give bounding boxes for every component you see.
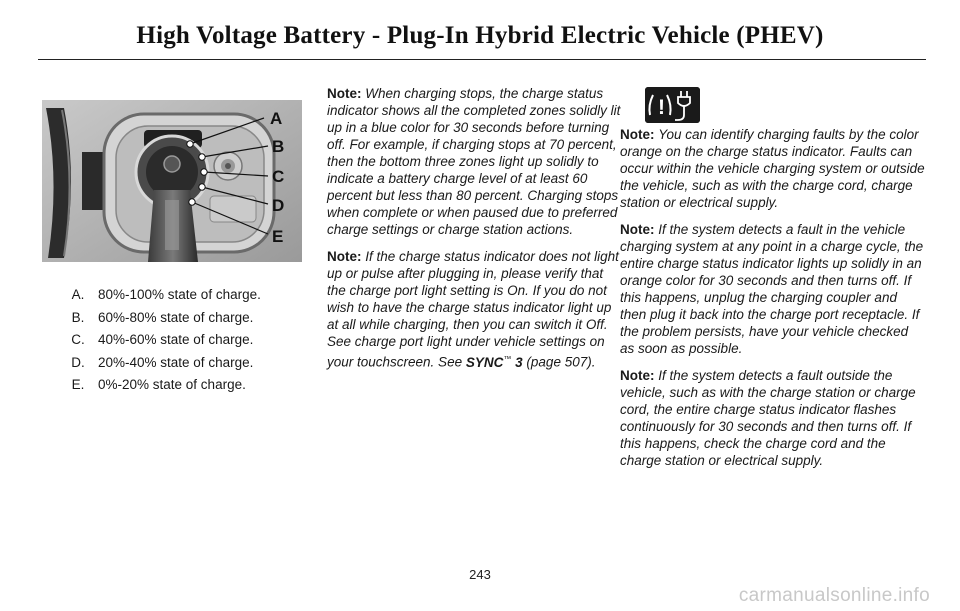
figure-legend bbox=[58, 284, 298, 397]
callout-b: B bbox=[272, 137, 285, 156]
note-text: If the system detects a fault outside the vehicle, such as with the charge station or charge cord, the entire charge status indicator flashes continuously for 30 seconds and then turns off. If this happens, check the charge cord and the charge station or electrical supply. bbox=[620, 368, 916, 468]
legend-letter: A. bbox=[71, 287, 85, 302]
note-label: Note: bbox=[620, 222, 655, 237]
legend-text: 80%-100% state of charge. bbox=[98, 287, 261, 302]
legend-item-e bbox=[58, 374, 298, 397]
legend-letter: E. bbox=[71, 377, 85, 392]
charging-fault-warning-icon bbox=[645, 87, 700, 123]
legend-letter: B. bbox=[71, 309, 85, 325]
legend-item-b bbox=[58, 307, 298, 330]
sync-reference[interactable] bbox=[466, 355, 523, 370]
note-label: Note: bbox=[327, 86, 362, 101]
legend-letter: D. bbox=[71, 354, 85, 370]
sync-name: SYNC bbox=[465, 354, 504, 370]
legend-text: 20%-40% state of charge. bbox=[98, 354, 254, 370]
note-text: When charging stops, the charge status indicator shows all the completed zones solidly lit up in a blue color for 30 seconds before turning off. For example, if charging stops at 70 percent, then the bottom three zones light up solidly to indicate a battery charge level of at least 60 percent but less than 80 percent. Charging stops when complete or when paused due to preferred charge settings or charge station actions. bbox=[327, 86, 621, 237]
watermark: carmanualsonline.info bbox=[738, 585, 930, 606]
note-label: Note: bbox=[620, 127, 655, 142]
note-label: Note: bbox=[327, 249, 362, 264]
legend-item-d bbox=[58, 352, 298, 375]
note-paragraph bbox=[620, 221, 925, 357]
note-text: You can identify charging faults by the color orange on the charge status indicator. Faults can occur within the vehicle charging system or outside the vehicle, such as with the charge cord, charge station or electrical supply. bbox=[620, 127, 925, 210]
trademark-symbol: ™ bbox=[503, 354, 512, 363]
middle-column bbox=[327, 85, 621, 381]
legend-text: 0%-20% state of charge. bbox=[98, 377, 246, 392]
legend-text: 60%-80% state of charge. bbox=[98, 309, 254, 325]
title-divider bbox=[38, 59, 926, 60]
page-title: High Voltage Battery - Plug-In Hybrid Electric Vehicle (PHEV) bbox=[136, 22, 824, 49]
page-number: 243 bbox=[469, 567, 491, 582]
note-paragraph bbox=[620, 367, 925, 469]
legend-text: 40%-60% state of charge. bbox=[98, 332, 254, 347]
legend-item-c bbox=[58, 329, 298, 352]
svg-text:!: ! bbox=[658, 96, 665, 119]
note-paragraph bbox=[327, 248, 621, 371]
callout-c: C bbox=[272, 167, 285, 186]
callout-a: A bbox=[270, 109, 283, 128]
page-reference: (page 507). bbox=[526, 354, 596, 370]
charge-port-illustration bbox=[42, 100, 302, 262]
note-paragraph bbox=[620, 126, 925, 211]
note-text: If the system detects a fault in the vehicle charging system at any point in a charge cycle, the entire charge status indicator lights up solidly in an orange color for 30 seconds and then turns off. If this happens, unplug the charging coupler and then plug it back into the charge port receptacle. If the problem persists, have your vehicle checked as soon as possible. bbox=[620, 222, 924, 356]
legend-item-a bbox=[58, 284, 298, 307]
legend-letter: C. bbox=[71, 332, 85, 347]
note-text: If the charge status indicator does not light up or pulse after plugging in, please verify that the charge port light setting is On. If you do not wish to have the charge status indicator light up at all while charging, then you can switch it Off. See charge port light under vehicle settings on your touchscreen. See bbox=[327, 249, 619, 370]
callout-d: D bbox=[272, 196, 285, 215]
right-column bbox=[620, 126, 925, 479]
sync-version: 3 bbox=[515, 354, 523, 370]
callout-e: E bbox=[272, 227, 284, 246]
note-paragraph bbox=[327, 85, 621, 238]
note-label: Note: bbox=[620, 368, 655, 383]
